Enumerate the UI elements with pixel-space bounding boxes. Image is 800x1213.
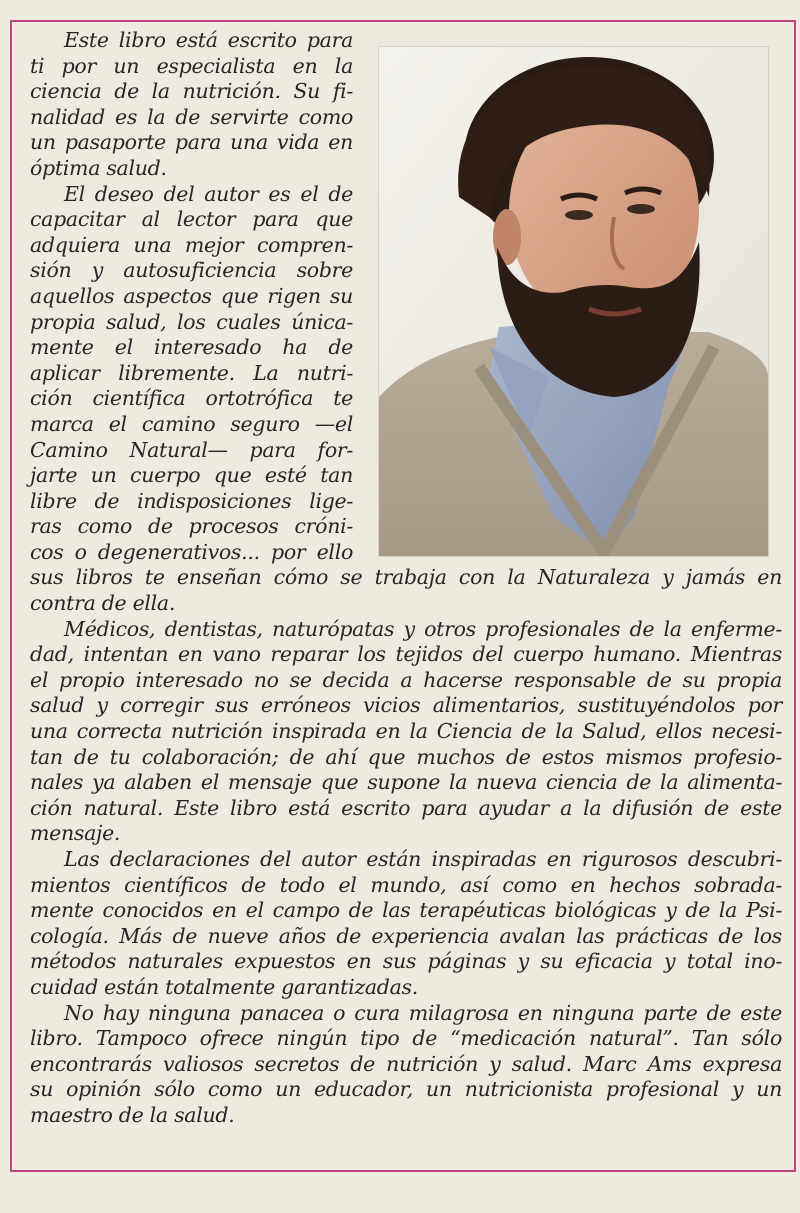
text-line: aplicar libremente. La nutri- xyxy=(30,360,353,385)
text-line: Las declaraciones del autor están inspiradas en rigurosos descubri- xyxy=(64,847,782,871)
text-line: ti por un especialista en la xyxy=(30,53,353,78)
text-line: Médicos, dentistas, naturópatas y otros profesionales de la enferme- xyxy=(64,616,782,641)
text-line: el propio interesado no se decida a hacerse responsable de su propia xyxy=(30,667,782,692)
text-line: mente conocidos en el campo de las terapéuticas biológicas y de la Psi- xyxy=(30,898,782,923)
text-line: salud y corregir sus erróneos vicios alimentarios, sustituyéndolos por xyxy=(30,693,782,718)
text-line: contra de ella. xyxy=(30,591,176,616)
text-line: mensaje. xyxy=(30,821,121,846)
text-line: tan de tu colaboración; de ahí que muchos de estos mismos profesio- xyxy=(30,744,782,769)
text-line: Este libro está escrito para xyxy=(64,28,353,52)
text-line: óptima salud. xyxy=(30,155,167,180)
text-line: libro. Tampoco ofrece ningún tipo de “medicación natural”. Tan sólo xyxy=(30,1026,782,1051)
body-text xyxy=(30,28,782,1129)
text-line: cuidad están totalmente garantizadas. xyxy=(30,974,418,999)
text-line: nalidad es la de servirte como xyxy=(30,104,353,129)
text-line: dad, intentan en vano reparar los tejidos del cuerpo humano. Mientras xyxy=(30,642,782,667)
text-line: ción natural. Este libro está escrito para ayudar a la difusión de este xyxy=(30,795,782,820)
text-line: aquellos aspectos que rigen su xyxy=(30,283,353,308)
text-line: una correcta nutrición inspirada en la Ciencia de la Salud, ellos necesi- xyxy=(30,719,782,744)
text-line: mente el interesado ha de xyxy=(30,335,353,360)
text-line: capacitar al lector para que xyxy=(30,207,353,232)
text-line: libre de indisposiciones lige- xyxy=(30,488,353,513)
text-line: ciencia de la nutrición. Su fi- xyxy=(30,79,353,104)
text-line: marca el camino seguro —el xyxy=(30,411,353,436)
text-line: mientos científicos de todo el mundo, así como en hechos sobrada- xyxy=(30,872,782,897)
text-line: cología. Más de nueve años de experiencia avalan las prácticas de los xyxy=(30,923,782,948)
text-line: ción científica ortotrófica te xyxy=(30,386,353,411)
text-line: maestro de la salud. xyxy=(30,1102,235,1127)
text-line: sus libros te enseñan cómo se trabaja con la Naturaleza y jamás en xyxy=(30,565,782,590)
text-line: su opinión sólo como un educador, un nutricionista profesional y un xyxy=(30,1077,782,1102)
text-line: encontrarás valiosos secretos de nutrición y salud. Marc Ams expresa xyxy=(30,1051,782,1076)
text-line: Camino Natural— para for- xyxy=(30,437,353,462)
text-line: nales ya alaben el mensaje que supone la nueva ciencia de la alimenta- xyxy=(30,770,782,795)
text-line: cos o degenerativos... por ello xyxy=(30,539,353,564)
text-line: propia salud, los cuales única- xyxy=(30,309,353,334)
text-line: No hay ninguna panacea o cura milagrosa en ninguna parte de este xyxy=(64,1000,782,1025)
text-line: adquiera una mejor compren- xyxy=(30,232,353,257)
text-line: jarte un cuerpo que esté tan xyxy=(30,463,353,488)
text-line: ras como de procesos cróni- xyxy=(30,514,353,539)
text-line: métodos naturales expuestos en sus páginas y su eficacia y total ino- xyxy=(30,949,782,974)
text-line: un pasaporte para una vida en xyxy=(30,130,353,155)
text-line: El deseo del autor es el de xyxy=(64,181,353,206)
text-line: sión y autosuficiencia sobre xyxy=(30,258,353,283)
